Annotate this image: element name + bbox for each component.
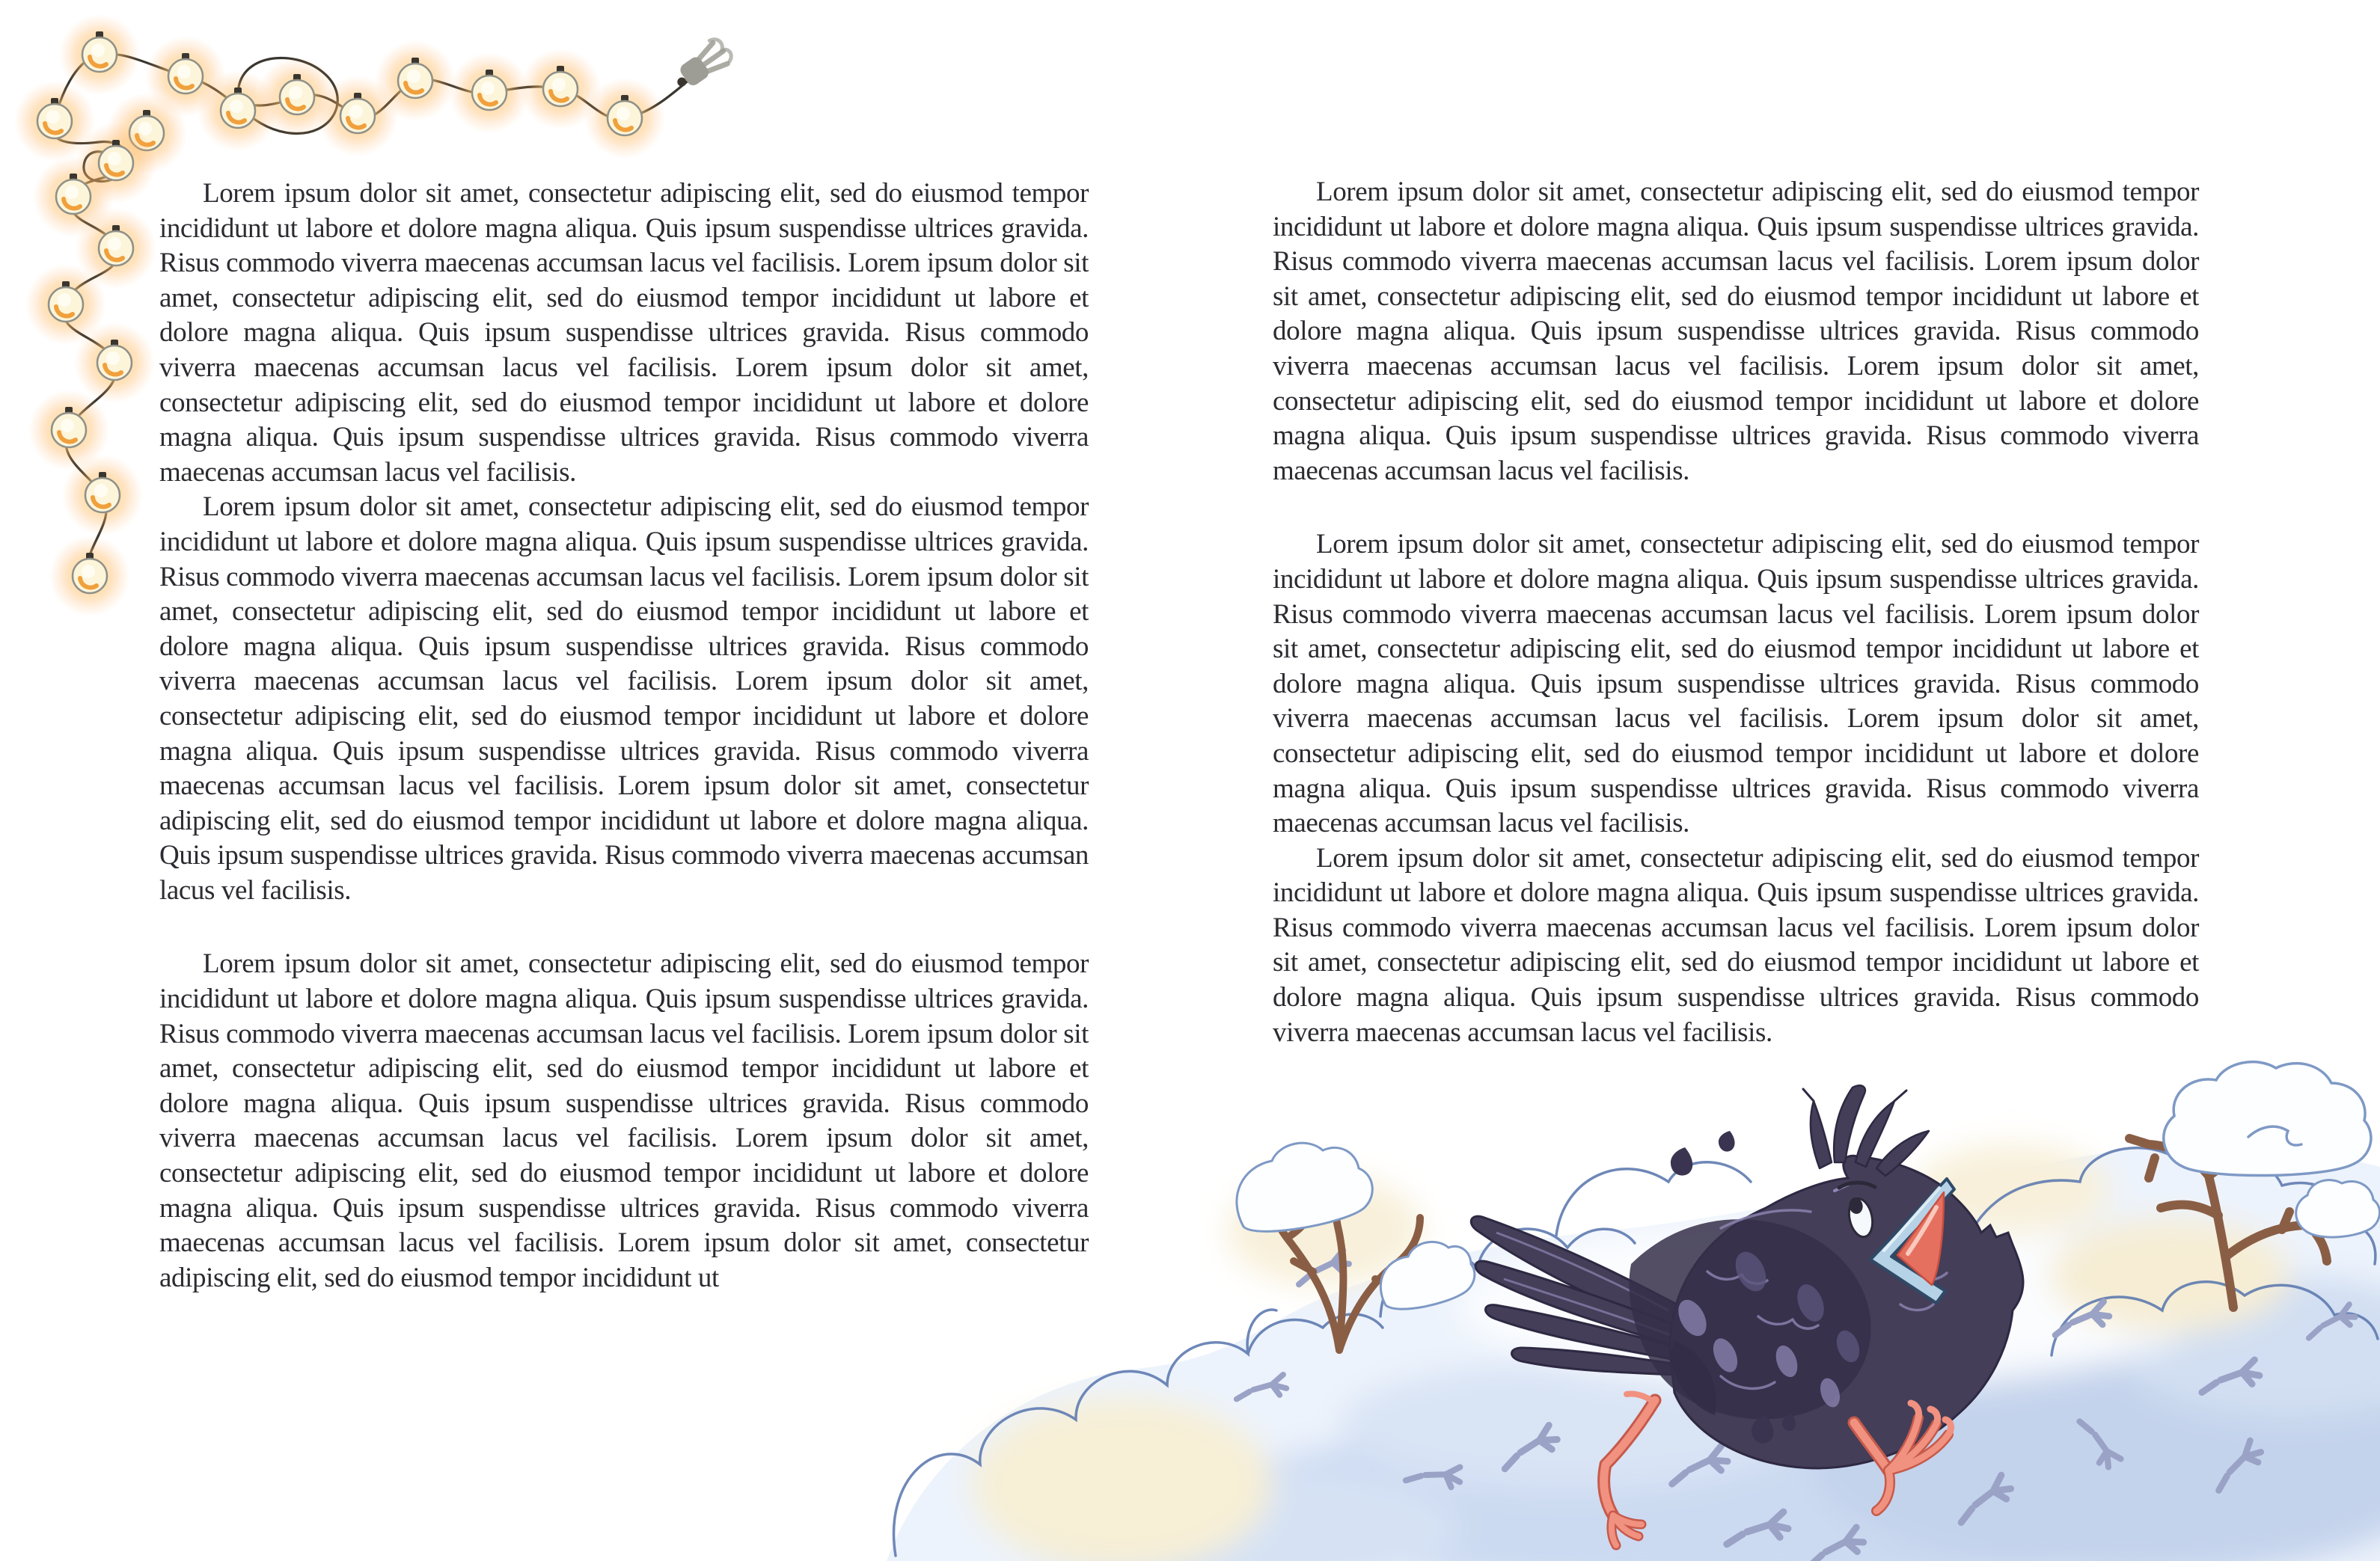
paragraph: Lorem ipsum dolor sit amet, consectetur adipiscing elit, sed do eiusmod tempor incididunt ut labore et dolore magna aliqua. Quis ipsum suspendisse ultrices gravida. Risus commodo viverra maecenas accumsan lacus vel facilisis. Lorem ipsum dolor sit amet, consectetur adipiscing elit, sed do eiusmod tempor incididunt ut labore et dolore magna aliqua. Quis ipsum suspendisse ultrices gravida. Risus commodo viverra maecenas accumsan lacus vel facilisis. — [1273, 842, 2199, 1048]
paragraph: Lorem ipsum dolor sit amet, consectetur adipiscing elit, sed do eiusmod tempor incididunt ut labore et dolore magna aliqua. Quis ipsum suspendisse ultrices gravida. Risus commodo viverra maecenas accumsan lacus vel facilisis. Lorem ipsum dolor sit amet, consectetur adipiscing elit, sed do eiusmod tempor incididunt ut labore et dolore magna aliqua. Quis ipsum suspendisse ultrices gravida. Risus commodo viverra maecenas accumsan lacus vel facilisis. Lorem ipsum dolor sit amet, consectetur adipiscing elit, sed do eiusmod tempor incididunt ut labore et dolore magna aliqua. Quis ipsum suspendisse ultrices gravida. Risus commodo viverra maecenas accumsan lacus vel facilisis. Lorem ipsum dolor sit amet, consectetur adipiscing elit, sed do eiusmod tempor incididunt ut — [159, 948, 1089, 1293]
crow-in-snow-illustration — [808, 1040, 2380, 1561]
text-column-right — [1273, 175, 2199, 1050]
light-bulb-icon — [449, 52, 530, 133]
plug-icon — [668, 35, 735, 94]
light-bulb-icon — [375, 40, 456, 121]
snow-cap — [2164, 1062, 2371, 1176]
paragraph: Lorem ipsum dolor sit amet, consectetur adipiscing elit, sed do eiusmod tempor incididunt ut labore et dolore magna aliqua. Quis ipsum suspendisse ultrices gravida. Risus commodo viverra maecenas accumsan lacus vel facilisis. Lorem ipsum dolor sit amet, consectetur adipiscing elit, sed do eiusmod tempor incididunt ut labore et dolore magna aliqua. Quis ipsum suspendisse ultrices gravida. Risus commodo viverra maecenas accumsan lacus vel facilisis. Lorem ipsum dolor sit amet, consectetur adipiscing elit, sed do eiusmod tempor incididunt ut labore et dolore magna aliqua. Quis ipsum suspendisse ultrices gravida. Risus commodo viverra maecenas accumsan lacus vel facilisis. Lorem ipsum dolor sit amet, consectetur adipiscing elit, sed do eiusmod tempor incididunt ut labore et dolore magna aliqua. Quis ipsum suspendisse ultrices gravida. Risus commodo viverra maecenas accumsan lacus vel facilisis. — [159, 491, 1089, 906]
light-bulb-icon — [74, 322, 155, 403]
light-bulb-icon — [584, 78, 665, 159]
light-bulb-icon — [59, 14, 140, 95]
paragraph: Lorem ipsum dolor sit amet, consectetur adipiscing elit, sed do eiusmod tempor incididunt ut labore et dolore magna aliqua. Quis ipsum suspendisse ultrices gravida. Risus commodo viverra maecenas accumsan lacus vel facilisis. Lorem ipsum dolor sit amet, consectetur adipiscing elit, sed do eiusmod tempor incididunt ut labore et dolore magna aliqua. Quis ipsum suspendisse ultrices gravida. Risus commodo viverra maecenas accumsan lacus vel facilisis. Lorem ipsum dolor sit amet, consectetur adipiscing elit, sed do eiusmod tempor incididunt ut labore et dolore magna aliqua. Quis ipsum suspendisse ultrices gravida. Risus commodo viverra maecenas accumsan lacus vel facilisis. — [159, 178, 1089, 488]
paragraph: Lorem ipsum dolor sit amet, consectetur adipiscing elit, sed do eiusmod tempor incididunt ut labore et dolore magna aliqua. Quis ipsum suspendisse ultrices gravida. Risus commodo viverra maecenas accumsan lacus vel facilisis. Lorem ipsum dolor sit amet, consectetur adipiscing elit, sed do eiusmod tempor incididunt ut labore et dolore magna aliqua. Quis ipsum suspendisse ultrices gravida. Risus commodo viverra maecenas accumsan lacus vel facilisis. Lorem ipsum dolor sit amet, consectetur adipiscing elit, sed do eiusmod tempor incididunt ut labore et dolore magna aliqua. Quis ipsum suspendisse ultrices gravida. Risus commodo viverra maecenas accumsan lacus vel facilisis. — [1273, 529, 2199, 839]
light-bulb-icon — [49, 536, 130, 616]
light-bulb-icon — [62, 455, 143, 536]
paragraph: Lorem ipsum dolor sit amet, consectetur adipiscing elit, sed do eiusmod tempor incididunt ut labore et dolore magna aliqua. Quis ipsum suspendisse ultrices gravida. Risus commodo viverra maecenas accumsan lacus vel facilisis. Lorem ipsum dolor sit amet, consectetur adipiscing elit, sed do eiusmod tempor incididunt ut labore et dolore magna aliqua. Quis ipsum suspendisse ultrices gravida. Risus commodo viverra maecenas accumsan lacus vel facilisis. Lorem ipsum dolor sit amet, consectetur adipiscing elit, sed do eiusmod tempor incididunt ut labore et dolore magna aliqua. Quis ipsum suspendisse ultrices gravida. Risus commodo viverra maecenas accumsan lacus vel facilisis. — [1273, 177, 2199, 486]
